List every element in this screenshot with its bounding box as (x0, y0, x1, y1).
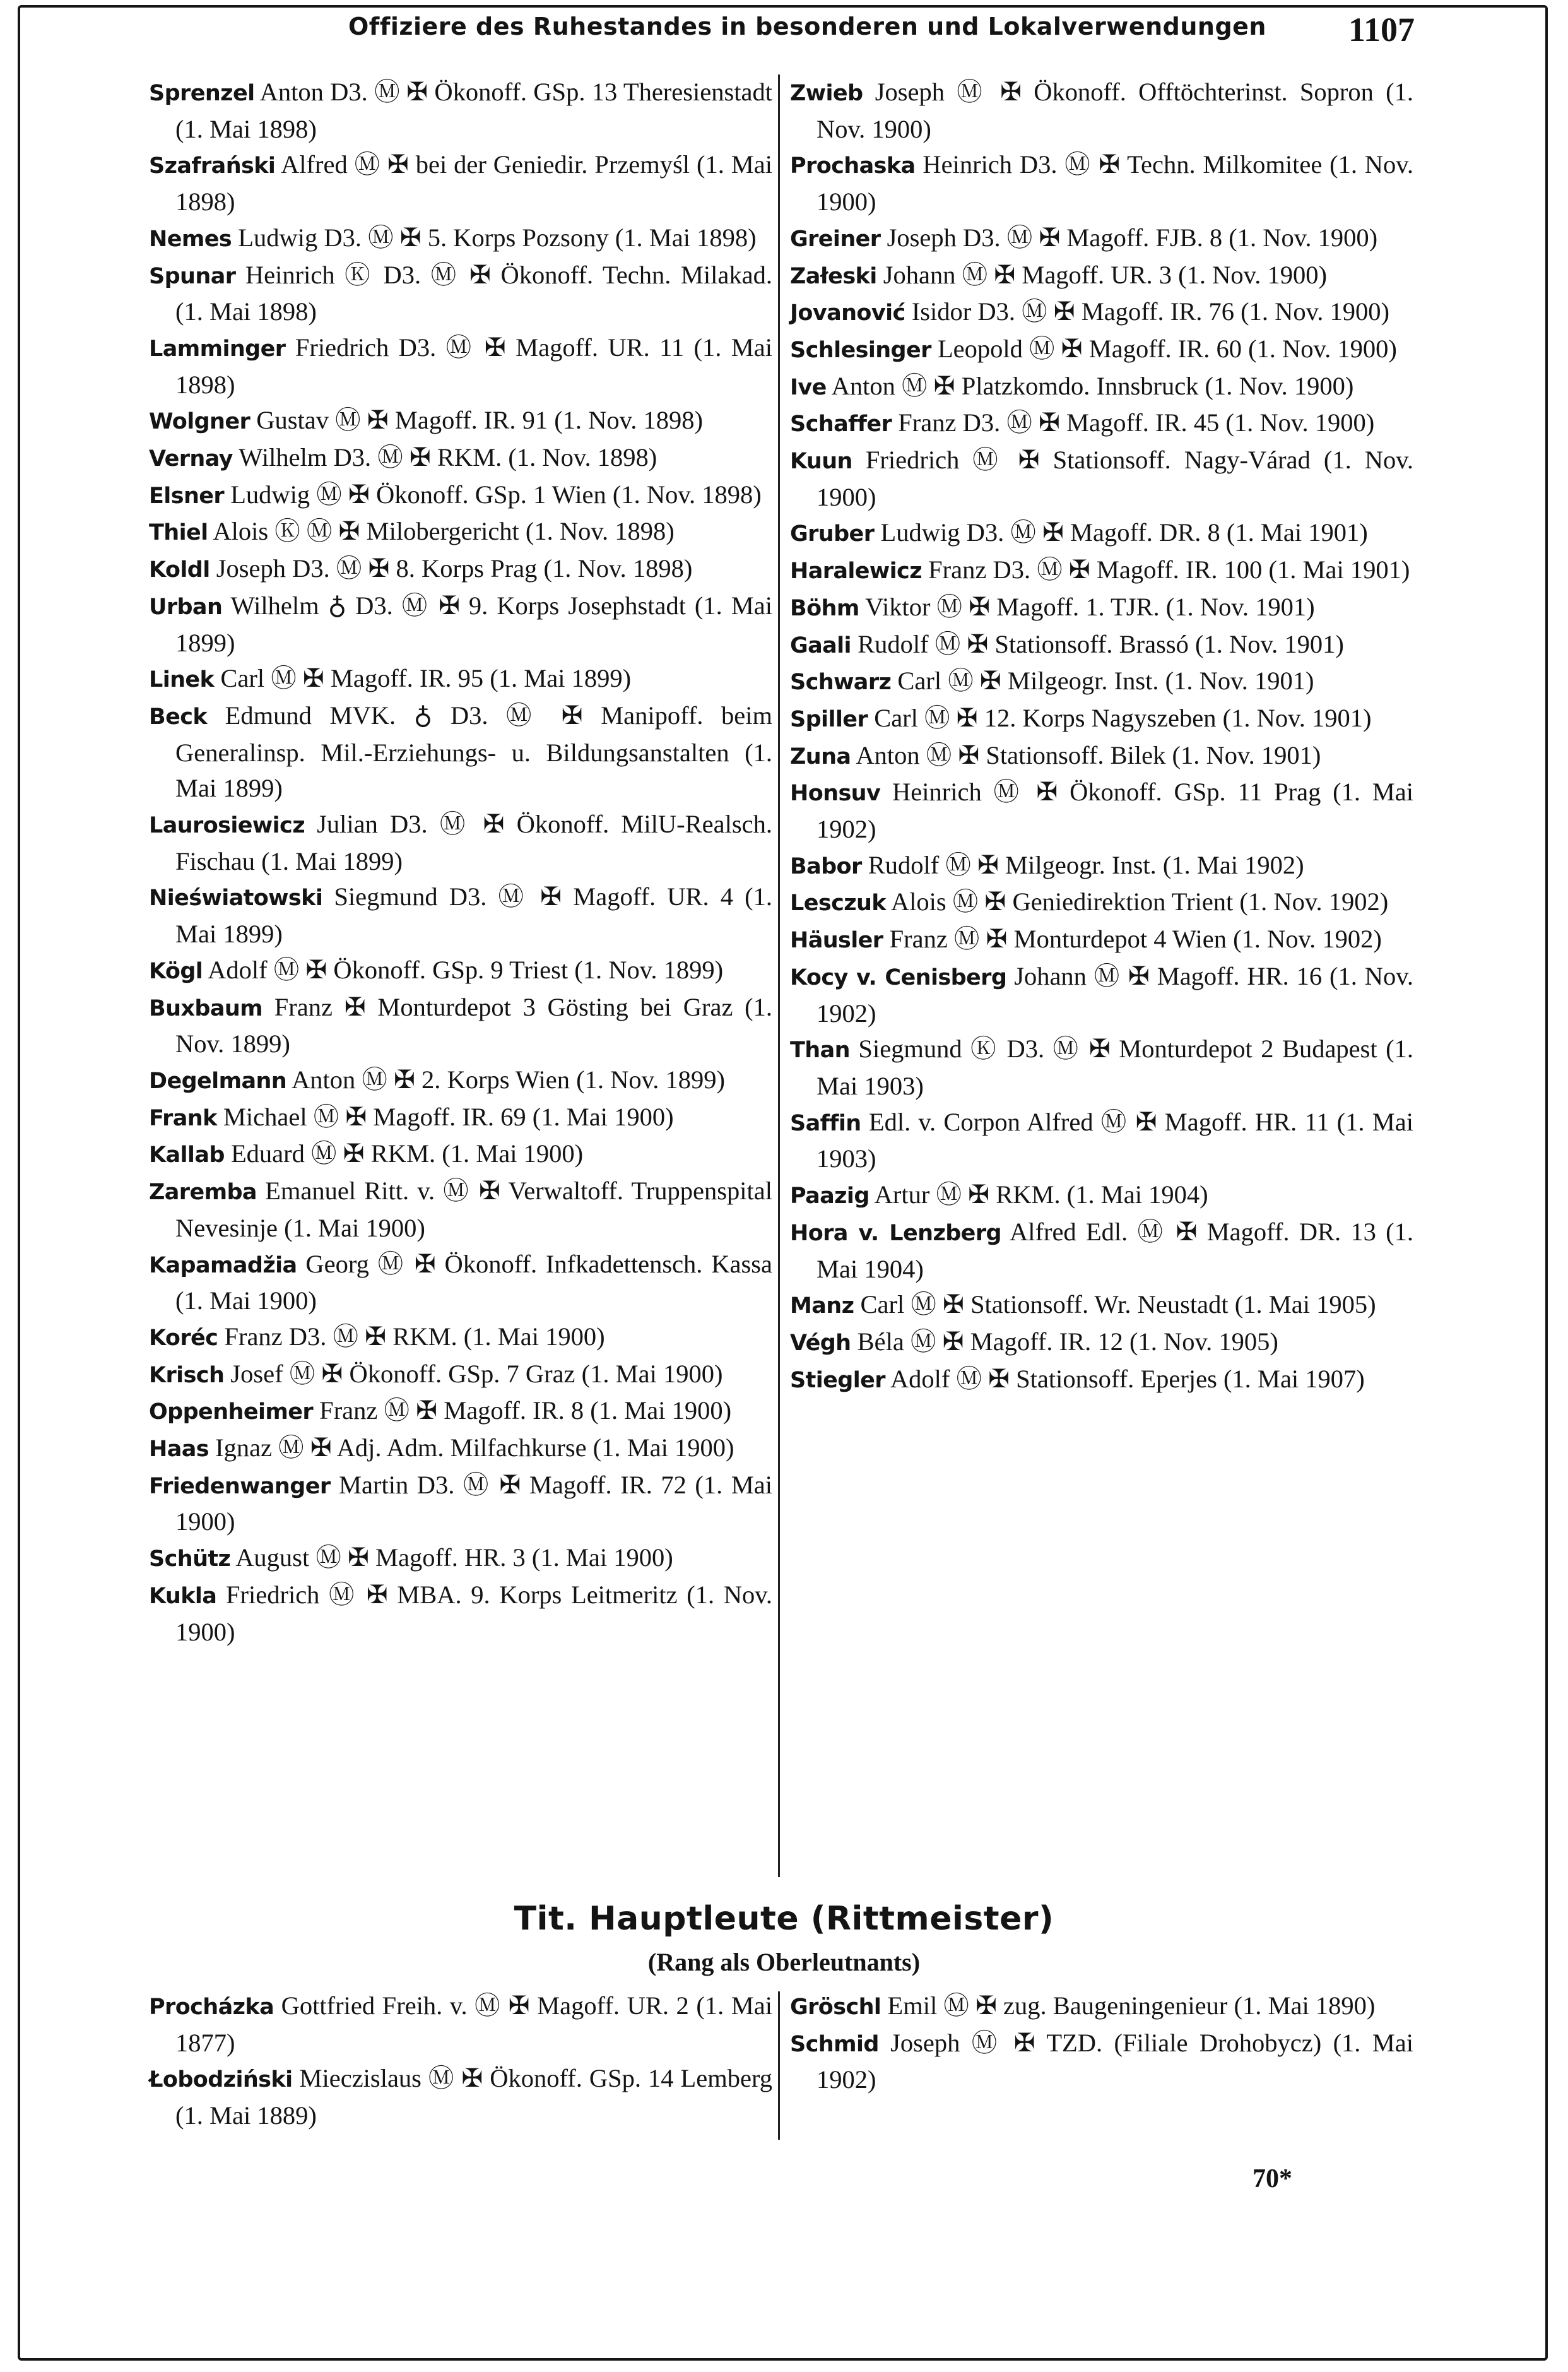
entry-details: Gustav Ⓜ ✠ Magoff. IR. 91 (1. Nov. 1898) (256, 406, 704, 435)
entry-surname: Wolgner (149, 409, 251, 435)
entry-surname: Lamminger (149, 336, 286, 362)
list-item (790, 1031, 1413, 1104)
entry-surname: Krisch (149, 1362, 225, 1388)
entry-details: Josef Ⓜ ✠ Ökonoff. GSp. 7 Graz (1. Mai 1900) (230, 1359, 723, 1388)
list-item (149, 477, 772, 514)
entry-details: Heinrich Ⓜ ✠ Ökonoff. GSp. 11 Prag (1. Mai 1902) (816, 778, 1413, 844)
list-item (790, 220, 1413, 258)
entry-details: Wilhelm D3. Ⓜ ✠ RKM. (1. Nov. 1898) (239, 443, 657, 472)
entry-details: Alois Ⓜ ✠ Geniedirektion Trient (1. Nov. 1902) (890, 887, 1389, 916)
entry-surname: Degelmann (149, 1068, 287, 1094)
list-item (790, 2025, 1413, 2098)
section-column-divider (778, 1991, 780, 2140)
list-item (790, 515, 1413, 552)
list-item (790, 848, 1413, 885)
entry-details: Leopold Ⓜ ✠ Magoff. IR. 60 (1. Nov. 1900) (937, 334, 1397, 363)
entry-surname: Zaremba (149, 1180, 257, 1206)
list-item (790, 959, 1413, 1031)
entry-surname: Häusler (790, 928, 883, 954)
entry-surname: Spunar (149, 263, 236, 289)
entry-surname: Urban (149, 594, 223, 620)
entry-details: Friedrich D3. Ⓜ ✠ Magoff. UR. 11 (1. Mai 1898) (175, 333, 772, 399)
entry-surname: Greiner (790, 226, 881, 252)
entry-surname: Gaali (790, 632, 851, 658)
entry-surname: Szafrański (149, 153, 276, 179)
entry-surname: Schmid (790, 2031, 879, 2057)
section-subtitle: (Rang als Oberleutnants) (647, 1948, 921, 1976)
entry-details: Franz Ⓜ ✠ Monturdepot 4 Wien (1. Nov. 1902) (889, 925, 1382, 954)
list-item (149, 403, 772, 440)
list-item (149, 551, 772, 588)
list-item (790, 1988, 1413, 2025)
entry-details: Edl. v. Corpon Alfred Ⓜ ✠ Magoff. HR. 11 (1. Mai 1903) (816, 1107, 1414, 1173)
entry-surname: Załeski (790, 263, 877, 289)
list-item (790, 590, 1413, 627)
entry-details: Joseph D3. Ⓜ ✠ Magoff. FJB. 8 (1. Nov. 1900) (887, 223, 1378, 252)
list-item (149, 1356, 772, 1394)
list-item (790, 1361, 1413, 1399)
list-item (149, 807, 772, 879)
entry-details: Franz ✠ Monturdepot 3 Gösting bei Graz (1. Nov. 1899) (175, 992, 773, 1059)
entry-details: Franz D3. Ⓜ ✠ Magoff. IR. 45 (1. Nov. 1900) (898, 408, 1375, 437)
list-item (790, 552, 1413, 590)
entry-details: Alois Ⓚ Ⓜ ✠ Milobergericht (1. Nov. 1898) (213, 517, 675, 546)
entry-surname: Schwarz (790, 670, 892, 696)
entry-details: Wilhelm ♁ D3. Ⓜ ✠ 9. Korps Josephstadt (1. Mai 1899) (175, 591, 772, 657)
list-item (790, 258, 1413, 295)
entry-details: Artur Ⓜ ✠ RKM. (1. Mai 1904) (874, 1180, 1208, 1209)
entry-surname: Beck (149, 704, 208, 730)
list-item (149, 2061, 772, 2133)
entry-surname: Kukla (149, 1583, 217, 1609)
entry-surname: Buxbaum (149, 995, 263, 1021)
list-item (149, 1988, 772, 2061)
entry-surname: Than (790, 1038, 850, 1064)
entry-details: Emanuel Ritt. v. Ⓜ ✠ Verwaltoff. Truppenspital Nevesinje (1. Mai 1900) (175, 1177, 772, 1242)
entry-details: Ludwig Ⓜ ✠ Ökonoff. GSp. 1 Wien (1. Nov. 1898) (230, 480, 762, 509)
entry-surname: Saffin (790, 1110, 861, 1136)
entry-surname: Frank (149, 1105, 217, 1131)
entry-surname: Spiller (790, 706, 868, 732)
list-item (790, 1287, 1413, 1324)
list-item (149, 879, 772, 952)
list-item (149, 147, 772, 220)
entry-details: Carl Ⓜ ✠ Milgeogr. Inst. (1. Nov. 1901) (897, 667, 1314, 696)
list-item (149, 1468, 772, 1540)
entry-details: August Ⓜ ✠ Magoff. HR. 3 (1. Mai 1900) (235, 1543, 673, 1572)
entry-details: Heinrich Ⓚ D3. Ⓜ ✠ Ökonoff. Techn. Milakad. (1. Mai 1898) (175, 260, 772, 326)
list-item (149, 1173, 772, 1246)
entry-details: Anton Ⓜ ✠ 2. Korps Wien (1. Nov. 1899) (292, 1065, 725, 1094)
list-item (149, 588, 772, 661)
entry-surname: Procházka (149, 1995, 274, 2020)
entry-surname: Stiegler (790, 1367, 885, 1393)
list-item (149, 258, 772, 330)
list-item (149, 1247, 772, 1319)
entry-details: Carl Ⓜ ✠ Stationsoff. Wr. Neustadt (1. Mai 1905) (860, 1290, 1376, 1319)
entry-details: Ludwig D3. Ⓜ ✠ 5. Korps Pozsony (1. Mai 1898) (238, 223, 757, 252)
page-header (146, 10, 1415, 54)
entry-surname: Hora v. Lenzberg (790, 1220, 1001, 1246)
section-left-column (149, 1988, 772, 2134)
entry-surname: Oppenheimer (149, 1399, 314, 1425)
entry-details: Siegmund D3. Ⓜ ✠ Magoff. UR. 4 (1. Mai 1899) (175, 882, 772, 949)
entry-details: Viktor Ⓜ ✠ Magoff. 1. TJR. (1. Nov. 1901) (865, 592, 1315, 621)
entry-surname: Honsuv (790, 781, 881, 807)
section-title: Tit. Hauptleute (Rittmeister) (514, 1900, 1054, 1938)
list-item (149, 330, 772, 403)
list-item (790, 442, 1413, 515)
entry-details: Johann Ⓜ ✠ Magoff. UR. 3 (1. Nov. 1900) (883, 260, 1328, 289)
entry-details: Carl Ⓜ ✠ 12. Korps Nagyszeben (1. Nov. 1901) (874, 703, 1372, 732)
entry-details: Johann Ⓜ ✠ Magoff. HR. 16 (1. Nov. 1902) (816, 961, 1414, 1028)
list-item (149, 1319, 772, 1356)
entry-details: Heinrich D3. Ⓜ ✠ Techn. Milkomitee (1. Nov. 1900) (816, 150, 1413, 216)
entry-surname: Manz (790, 1293, 854, 1319)
left-column (149, 74, 772, 1650)
entry-surname: Végh (790, 1330, 851, 1356)
entry-surname: Nieświatowski (149, 886, 323, 911)
list-item (149, 1136, 772, 1173)
entry-details: Carl Ⓜ ✠ Magoff. IR. 95 (1. Mai 1899) (220, 664, 632, 693)
entry-details: Adolf Ⓜ ✠ Ökonoff. GSp. 9 Triest (1. Nov. 1899) (208, 955, 724, 984)
section-right-column (790, 1988, 1413, 2098)
list-item (149, 440, 772, 477)
entry-surname: Zwieb (790, 81, 863, 106)
entry-details: Martin D3. Ⓜ ✠ Magoff. IR. 72 (1. Mai 1900) (175, 1470, 772, 1536)
entry-surname: Babor (790, 853, 862, 879)
list-item (790, 331, 1413, 369)
list-item (149, 1577, 772, 1650)
entry-surname: Kögl (149, 958, 203, 984)
entry-surname: Ive (790, 374, 827, 400)
entry-surname: Lesczuk (790, 891, 886, 916)
entry-surname: Friedenwanger (149, 1473, 331, 1499)
entry-surname: Kallab (149, 1142, 225, 1168)
entry-details: Anton Ⓜ ✠ Platzkomdo. Innsbruck (1. Nov. 1900) (831, 371, 1354, 400)
page-number: 1107 (1348, 11, 1415, 49)
entry-surname: Gruber (790, 521, 875, 547)
entry-details: Rudolf Ⓜ ✠ Stationsoff. Brassó (1. Nov. 1901) (858, 629, 1344, 658)
list-item (149, 952, 772, 990)
list-item (790, 405, 1413, 442)
list-item (790, 147, 1413, 220)
signature-mark: 70* (1253, 2164, 1292, 2193)
entry-details: Eduard Ⓜ ✠ RKM. (1. Mai 1900) (230, 1139, 584, 1168)
entry-surname: Koldl (149, 557, 210, 583)
entry-surname: Haralewicz (790, 559, 922, 584)
entry-surname: Jovanović (790, 300, 905, 326)
entry-details: Mieczislaus Ⓜ ✠ Ökonoff. GSp. 14 Lemberg (1. Mai 1889) (175, 2064, 773, 2130)
list-item (790, 627, 1413, 664)
running-title: Offiziere des Ruhestandes in besonderen und Lokalverwendungen (348, 13, 1266, 40)
entry-details: Anton D3. Ⓜ ✠ Ökonoff. GSp. 13 Theresienstadt (1. Mai 1898) (175, 78, 773, 143)
entry-details: Anton Ⓜ ✠ Stationsoff. Bilek (1. Nov. 1901) (856, 740, 1321, 769)
entry-surname: Linek (149, 667, 215, 693)
entry-surname: Kocy v. Cenisberg (790, 964, 1007, 990)
entry-details: Isidor D3. Ⓜ ✠ Magoff. IR. 76 (1. Nov. 1900) (911, 297, 1389, 326)
list-item (149, 1062, 772, 1100)
entry-surname: Böhm (790, 595, 859, 621)
list-item (149, 661, 772, 698)
entry-details: Friedrich Ⓜ ✠ Stationsoff. Nagy-Várad (1. Nov. 1900) (816, 446, 1413, 511)
entry-details: Siegmund Ⓚ D3. Ⓜ ✠ Monturdepot 2 Budapest (1. Mai 1903) (816, 1035, 1414, 1100)
right-column (790, 74, 1413, 1398)
list-item (149, 1540, 772, 1577)
entry-details: Franz Ⓜ ✠ Magoff. IR. 8 (1. Mai 1900) (319, 1396, 732, 1425)
list-item (149, 990, 772, 1062)
entry-details: Gottfried Freih. v. Ⓜ ✠ Magoff. UR. 2 (1. Mai 1877) (175, 1991, 772, 2057)
entry-details: Joseph Ⓜ ✠ TZD. (Filiale Drohobycz) (1. Mai 1902) (816, 2028, 1414, 2094)
entry-details: Franz D3. Ⓜ ✠ Magoff. IR. 100 (1. Mai 1901) (928, 555, 1410, 584)
entry-surname: Łobodziński (149, 2067, 293, 2093)
entry-surname: Kuun (790, 449, 852, 475)
list-item (149, 1393, 772, 1430)
list-item (790, 1214, 1413, 1287)
entry-details: Alfred Ⓜ ✠ bei der Geniedir. Przemyśl (1. Mai 1898) (175, 150, 772, 216)
list-item (149, 220, 772, 258)
list-item (790, 663, 1413, 701)
entry-details: Alfred Edl. Ⓜ ✠ Magoff. DR. 13 (1. Mai 1904) (816, 1217, 1414, 1283)
entry-surname: Sprenzel (149, 81, 255, 106)
entry-surname: Thiel (149, 520, 208, 546)
entry-details: Franz D3. Ⓜ ✠ RKM. (1. Mai 1900) (224, 1322, 605, 1351)
list-item (149, 698, 772, 807)
list-item (149, 1100, 772, 1137)
entry-details: Emil Ⓜ ✠ zug. Baugeningenieur (1. Mai 1890) (887, 1991, 1376, 2020)
entry-surname: Elsner (149, 483, 225, 509)
list-item (790, 774, 1413, 847)
list-item (149, 1430, 772, 1468)
list-item (149, 514, 772, 551)
list-item (790, 701, 1413, 738)
entry-details: Rudolf Ⓜ ✠ Milgeogr. Inst. (1. Mai 1902) (868, 850, 1304, 879)
entry-surname: Koréc (149, 1325, 218, 1351)
list-item (790, 1177, 1413, 1214)
entry-surname: Schlesinger (790, 337, 931, 363)
entry-details: Michael Ⓜ ✠ Magoff. IR. 69 (1. Mai 1900) (223, 1102, 674, 1131)
entry-details: Adolf Ⓜ ✠ Stationsoff. Eperjes (1. Mai 1907) (890, 1364, 1365, 1393)
list-item (790, 369, 1413, 406)
column-divider (778, 74, 780, 1877)
entry-surname: Haas (149, 1437, 209, 1462)
entry-details: Ludwig D3. Ⓜ ✠ Magoff. DR. 8 (1. Mai 1901) (880, 518, 1368, 547)
list-item (790, 1324, 1413, 1361)
list-item (790, 884, 1413, 922)
entry-details: Ignaz Ⓜ ✠ Adj. Adm. Milfachkurse (1. Mai 1900) (215, 1433, 734, 1462)
entry-surname: Nemes (149, 226, 232, 252)
list-item (790, 294, 1413, 331)
list-item (790, 922, 1413, 959)
list-item (790, 74, 1413, 147)
list-item (790, 738, 1413, 775)
entry-details: Georg Ⓜ ✠ Ökonoff. Infkadettensch. Kassa (1. Mai 1900) (175, 1249, 772, 1315)
entry-surname: Vernay (149, 446, 233, 472)
entry-details: Béla Ⓜ ✠ Magoff. IR. 12 (1. Nov. 1905) (857, 1327, 1278, 1356)
entry-details: Friedrich Ⓜ ✠ MBA. 9. Korps Leitmeritz (1. Nov. 1900) (175, 1580, 772, 1646)
entry-surname: Kapamadžia (149, 1252, 297, 1278)
list-item (149, 74, 772, 147)
entry-details: Joseph D3. Ⓜ ✠ 8. Korps Prag (1. Nov. 1898) (216, 554, 693, 583)
entry-surname: Gröschl (790, 1995, 881, 2020)
entry-surname: Schütz (149, 1546, 231, 1572)
entry-surname: Paazig (790, 1183, 869, 1209)
entry-details: Edmund MVK. ♁ D3. Ⓜ ✠ Manipoff. beim Generalinsp. Mil.-Erziehungs- u. Bildungsanstalten (1. Mai 1899) (175, 701, 772, 803)
entry-details: Joseph Ⓜ ✠ Ökonoff. Offtöchterinst. Sopron (1. Nov. 1900) (816, 78, 1413, 143)
entry-surname: Schaffer (790, 412, 892, 437)
entry-details: Julian D3. Ⓜ ✠ Ökonoff. MilU-Realsch. Fischau (1. Mai 1899) (175, 810, 772, 875)
list-item (790, 1105, 1413, 1177)
entry-surname: Prochaska (790, 153, 916, 179)
entry-surname: Laurosiewicz (149, 813, 305, 839)
entry-surname: Zuna (790, 744, 851, 769)
